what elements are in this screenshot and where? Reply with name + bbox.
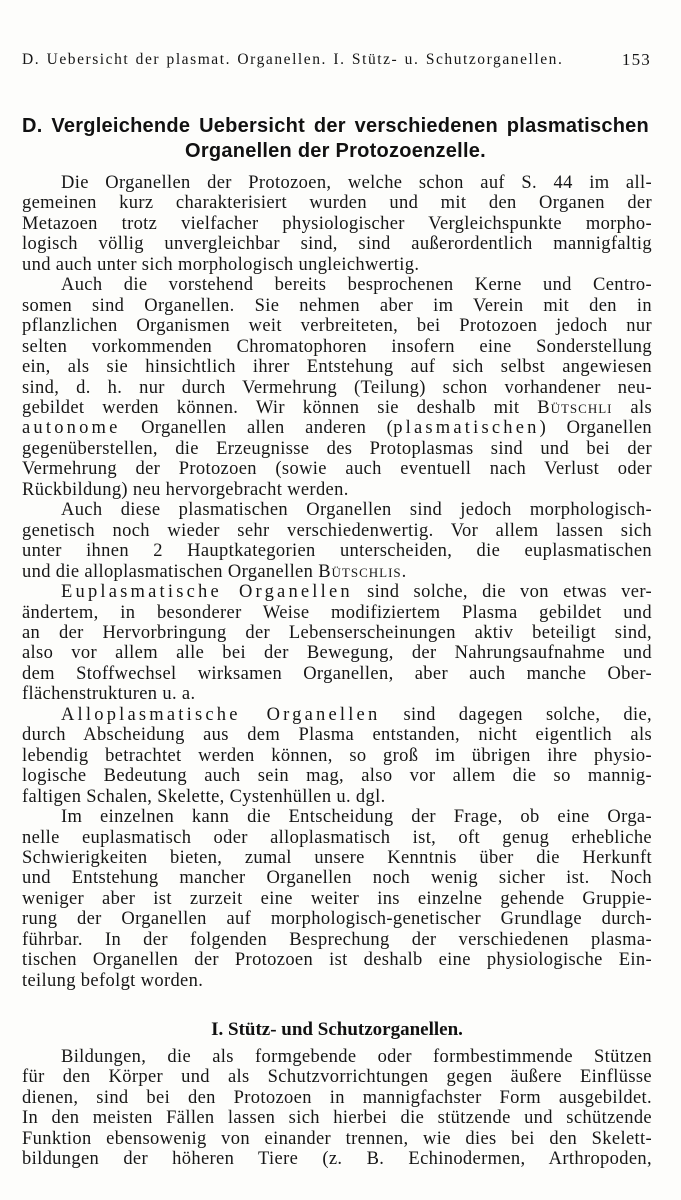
text-run: für den Körper und als Schutzvorrichtungen gegen äußere Einflüsse — [22, 1067, 652, 1088]
text-line — [22, 828, 652, 848]
text-run: Rückbildung) neu hervorgebracht werden. — [22, 479, 349, 500]
running-header — [22, 49, 651, 71]
text-line — [22, 255, 652, 275]
text-line — [22, 378, 652, 398]
paragraph — [22, 705, 652, 807]
text-line — [22, 418, 652, 438]
running-header-title: D. Uebersicht der plasmat. Organellen. I. Stütz- u. Schutzorganellen. — [22, 51, 564, 68]
text-line — [22, 562, 652, 582]
text-line — [22, 909, 652, 929]
text-run: Auch die vorstehend bereits besprochenen Kerne und Centro- — [61, 275, 652, 296]
text-run: Funktion ebensowenig von einander trennen, wie dies bei den Skelett- — [22, 1128, 652, 1149]
text-line — [22, 930, 652, 950]
text-run: Vermehrung der Protozoen (sowie auch eventuell nach Verlust oder — [22, 459, 652, 480]
text-run: logische Bedeutung auch sein mag, also vor allem die so mannig- — [22, 766, 652, 787]
text-run: genetisch noch wieder sehr verschiedenwertig. Vor allem lassen sich — [22, 520, 652, 541]
text-line — [22, 807, 652, 827]
text-run: führbar. In der folgenden Besprechung der verschiedenen plasma- — [22, 929, 652, 950]
text-line — [22, 725, 652, 745]
text-line — [22, 439, 652, 459]
text-line — [22, 357, 652, 377]
text-line — [22, 971, 652, 991]
emphasized-text: autonome — [22, 418, 121, 439]
paragraph — [22, 275, 652, 500]
text-line — [22, 173, 652, 193]
section-d-body — [22, 173, 652, 991]
text-run: Auch diese plasmatischen Organellen sind jedoch morphologisch- — [61, 500, 652, 521]
text-run: als — [612, 397, 653, 418]
paragraph — [22, 582, 652, 705]
text-run: logisch völlig unvergleichbar sind, sind außerordentlich mannigfaltig — [22, 234, 652, 255]
text-run: faltigen Schalen, Skelette, Cystenhüllen u. dgl. — [22, 786, 386, 807]
text-line — [22, 582, 652, 602]
text-run: also vor allem alle bei der Bewegung, der Nahrungsaufnahme und — [22, 643, 652, 664]
text-line — [22, 459, 652, 479]
text-run: In den meisten Fällen lassen sich hierbei die stützende und schützende — [22, 1108, 652, 1129]
text-line — [22, 643, 652, 663]
text-line — [22, 684, 652, 704]
text-run: durch Abscheidung aus dem Plasma entstanden, nicht eigentlich als — [22, 725, 652, 746]
text-line — [22, 398, 652, 418]
text-line — [22, 889, 652, 909]
text-run: sind dagegen solche, die, — [380, 704, 652, 725]
text-run: gebildet werden können. Wir können sie deshalb mit — [22, 397, 538, 418]
text-line — [22, 950, 652, 970]
text-run: an der Hervorbringung der Lebenserscheinungen aktiv beteiligt sind, — [22, 622, 652, 643]
text-run: und Entstehung mancher Organellen noch wenig sicher ist. Noch — [22, 868, 652, 889]
paragraph — [22, 500, 652, 582]
text-run: ändertem, in besonderer Weise modifiziertem Plasma gebildet und — [22, 602, 652, 623]
text-line — [22, 234, 652, 254]
text-run: somen sind Organellen. Sie nehmen aber im Verein mit den in — [22, 295, 652, 316]
section-title — [22, 114, 649, 164]
text-run: gemeinen kurz charakterisiert wurden und mit den Organen der — [22, 193, 652, 214]
text-line — [22, 541, 652, 561]
text-run: rung der Organellen auf morphologisch-genetischer Grundlage durch- — [22, 909, 652, 930]
paragraph — [22, 1047, 652, 1170]
text-line — [22, 521, 652, 541]
paragraph — [22, 173, 652, 275]
text-run: weniger aber ist zurzeit eine weiter ins einzelne gehende Gruppie- — [22, 888, 652, 909]
text-line — [22, 316, 652, 336]
text-line — [22, 746, 652, 766]
text-line — [22, 480, 652, 500]
text-run: selten vorkommenden Chromatophoren insofern eine Sonderstellung — [22, 336, 652, 357]
text-run: sind solche, die von etwas ver- — [352, 582, 652, 603]
section-title-line: D. Vergleichende Uebersicht der verschiedenen plasmatischen — [22, 115, 649, 137]
text-line — [22, 1067, 652, 1087]
text-line — [22, 275, 652, 295]
text-run: Organellen allen anderen ( — [120, 418, 394, 439]
text-line — [22, 500, 652, 520]
text-run: Schwierigkeiten bieten, zumal unsere Kenntnis über die Herkunft — [22, 847, 652, 868]
subsection-heading: I. Stütz- und Schutzorganellen. — [211, 1019, 463, 1040]
text-run: lebendig betrachtet werden können, so groß im übrigen ihre physio- — [22, 745, 652, 766]
text-run: Im einzelnen kann die Entscheidung der Frage, ob eine Orga- — [61, 807, 652, 828]
text-run: ein, als sie hinsichtlich ihrer Entstehung auf sich selbst angewiesen — [22, 357, 652, 378]
emphasized-text: Alloplasmatische Organellen — [61, 704, 381, 725]
author-name: Bütschlis — [318, 561, 402, 582]
text-line — [22, 603, 652, 623]
text-run: pflanzlichen Organismen weit verbreiteten, bei Protozoen jedoch nur — [22, 316, 652, 337]
text-run: Die Organellen der Protozoen, welche schon auf S. 44 im all- — [61, 173, 652, 193]
text-run: teilung befolgt worden. — [22, 970, 204, 991]
text-run: Metazoen trotz vielfacher physiologischer Vergleichspunkte morpho- — [22, 213, 652, 234]
text-line — [22, 848, 652, 868]
text-line — [22, 1129, 652, 1149]
section-title-line: Organellen der Protozoenzelle. — [185, 140, 486, 162]
text-line — [22, 787, 652, 807]
text-run: dem Stoffwechsel wirksamen Organellen, aber auch manche Ober- — [22, 663, 652, 684]
text-line — [22, 664, 652, 684]
text-run: nelle euplasmatisch oder alloplasmatisch ist, oft genug erhebliche — [22, 827, 652, 848]
text-line — [22, 1088, 652, 1108]
text-run: dienen, sind bei den Protozoen in mannigfachster Form ausgebildet. — [22, 1087, 652, 1108]
paragraph — [22, 807, 652, 991]
text-run: flächenstrukturen u. a. — [22, 684, 196, 705]
text-line — [22, 623, 652, 643]
text-line — [22, 296, 652, 316]
section-i-body — [22, 1047, 652, 1170]
author-name: Bütschli — [537, 397, 613, 418]
text-run: ) Organellen — [539, 418, 652, 439]
text-line — [22, 1108, 652, 1128]
page-number: 153 — [621, 50, 651, 69]
text-run: . — [401, 561, 407, 582]
text-run: bildungen der höheren Tiere (z. B. Echinodermen, Arthropoden, — [22, 1149, 652, 1170]
text-line — [22, 705, 652, 725]
emphasized-text: Euplasmatische Organellen — [61, 582, 353, 603]
text-line — [22, 1047, 652, 1067]
text-run: und die alloplasmatischen Organellen — [22, 561, 319, 582]
text-line — [22, 766, 652, 786]
text-run: unter ihnen 2 Hauptkategorien unterscheiden, die euplasmatischen — [22, 541, 652, 562]
text-line — [22, 337, 652, 357]
text-line — [22, 1149, 652, 1169]
text-run: Bildungen, die als formgebende oder formbestimmende Stützen — [61, 1047, 652, 1067]
text-line — [22, 214, 652, 234]
text-run: gegenüberstellen, die Erzeugnisse des Protoplasmas sind und bei der — [22, 438, 652, 459]
text-line — [22, 193, 652, 213]
text-run: und auch unter sich morphologisch ungleichwertig. — [22, 254, 420, 275]
emphasized-text: plasmatischen — [393, 418, 540, 439]
text-line — [22, 868, 652, 888]
text-run: tischen Organellen der Protozoen ist deshalb eine physiologische Ein- — [22, 950, 652, 971]
text-run: sind, d. h. nur durch Vermehrung (Teilung) schon vorhandener neu- — [22, 377, 652, 398]
